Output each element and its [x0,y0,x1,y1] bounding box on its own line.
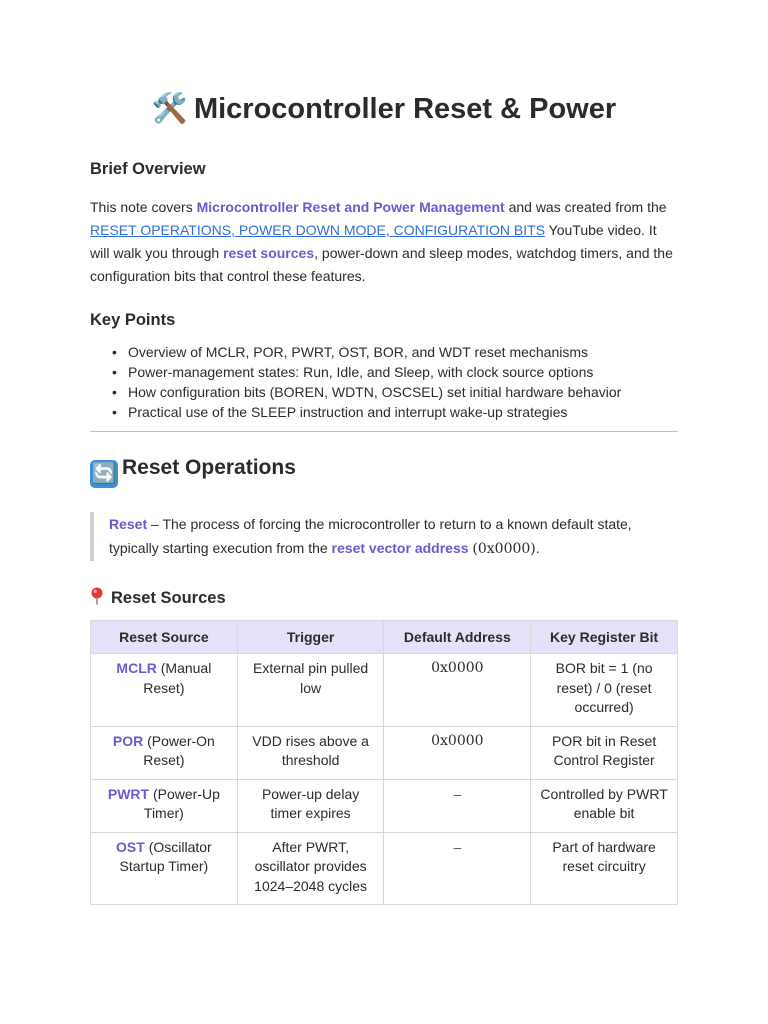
list-item: • How configuration bits (BOREN, WDTN, OSCSEL) set initial hardware behavior [112,382,678,402]
table-cell [91,832,238,905]
table-cell [91,654,238,727]
overview-text-4: , power-down and sleep modes, watchdog timers, and the configuration bits that control these features. [90,245,673,284]
reset-definition-quote [90,512,678,561]
table-cell: – [384,832,531,905]
table-cell: 0x0000 [384,654,531,727]
table-row [91,726,678,779]
source-name: (Manual Reset) [143,660,212,696]
reset-definition-text: – The process of forcing the microcontroller to return to a known default state, typically starting execution from the [109,516,632,556]
column-header: Trigger [237,621,384,654]
reset-vector-math: (0x0000) [472,541,536,557]
quote-period: . [535,540,540,556]
reset-sources-table [90,620,678,905]
table-row [91,779,678,832]
overview-highlight-reset-sources: reset sources [223,245,315,261]
reset-operations-heading-text: Reset Operations [122,456,296,479]
source-name: (Power-Up Timer) [143,785,220,821]
table-cell: Part of hardware reset circuitry [531,832,678,905]
reset-sources-heading [90,587,226,608]
column-header: Default Address [384,621,531,654]
source-abbr: PWRT [107,785,150,802]
table-header-row [91,621,678,654]
table-cell: BOR bit = 1 (no reset) / 0 (reset occurred) [531,654,678,727]
sync-icon: 🔄 [90,460,118,488]
overview-text-1: This note covers [90,199,197,215]
reset-sources-heading-text: Reset Sources [111,589,226,607]
column-header: Key Register Bit [531,621,678,654]
page-title [90,92,678,126]
table-cell: POR bit in Reset Control Register [531,726,678,779]
pin-icon [90,587,106,608]
reset-operations-heading [90,456,296,488]
source-abbr: OST [116,838,145,855]
list-item: • Power-management states: Run, Idle, and Sleep, with clock source options [112,362,678,382]
source-abbr: POR [112,732,144,749]
column-header: Reset Source [91,621,238,654]
source-abbr: MCLR [116,660,157,676]
table-cell: Controlled by PWRT enable bit [531,779,678,832]
reset-term: Reset [109,516,148,532]
table-cell: Power-up delay timer expires [237,779,384,832]
table-row [91,654,678,727]
key-points-list [112,342,678,422]
list-item: • Practical use of the SLEEP instruction and interrupt wake-up strategies [112,402,678,422]
table-cell: 0x0000 [384,726,531,779]
table-cell: VDD rises above a threshold [237,726,384,779]
list-item: • Overview of MCLR, POR, PWRT, OST, BOR, and WDT reset mechanisms [112,342,678,362]
table-cell: – [384,779,531,832]
table-cell [91,726,238,779]
overview-text-2: and was created from the [504,199,667,215]
table-cell [91,779,238,832]
table-cell: External pin pulled low [237,654,384,727]
youtube-video-link[interactable]: RESET OPERATIONS, POWER DOWN MODE, CONFIGURATION BITS [90,222,546,238]
overview-text-3: YouTube video. It will walk you through [90,222,657,261]
brief-overview-heading: Brief Overview [90,160,206,178]
table-cell: After PWRT, oscillator provides 1024–2048 cycles [237,832,384,905]
key-points-heading: Key Points [90,311,176,329]
page-title-text: Microcontroller Reset & Power [193,93,617,125]
tools-icon: 🛠️ [151,93,188,125]
overview-highlight-topic: Microcontroller Reset and Power Management [196,199,505,215]
reset-vector-highlight: reset vector address [331,540,469,556]
overview-paragraph [90,196,678,288]
source-name: (Oscillator Startup Timer) [119,838,212,874]
table-row [91,832,678,905]
source-name: (Power-On Reset) [143,732,215,768]
section-divider [90,431,678,432]
